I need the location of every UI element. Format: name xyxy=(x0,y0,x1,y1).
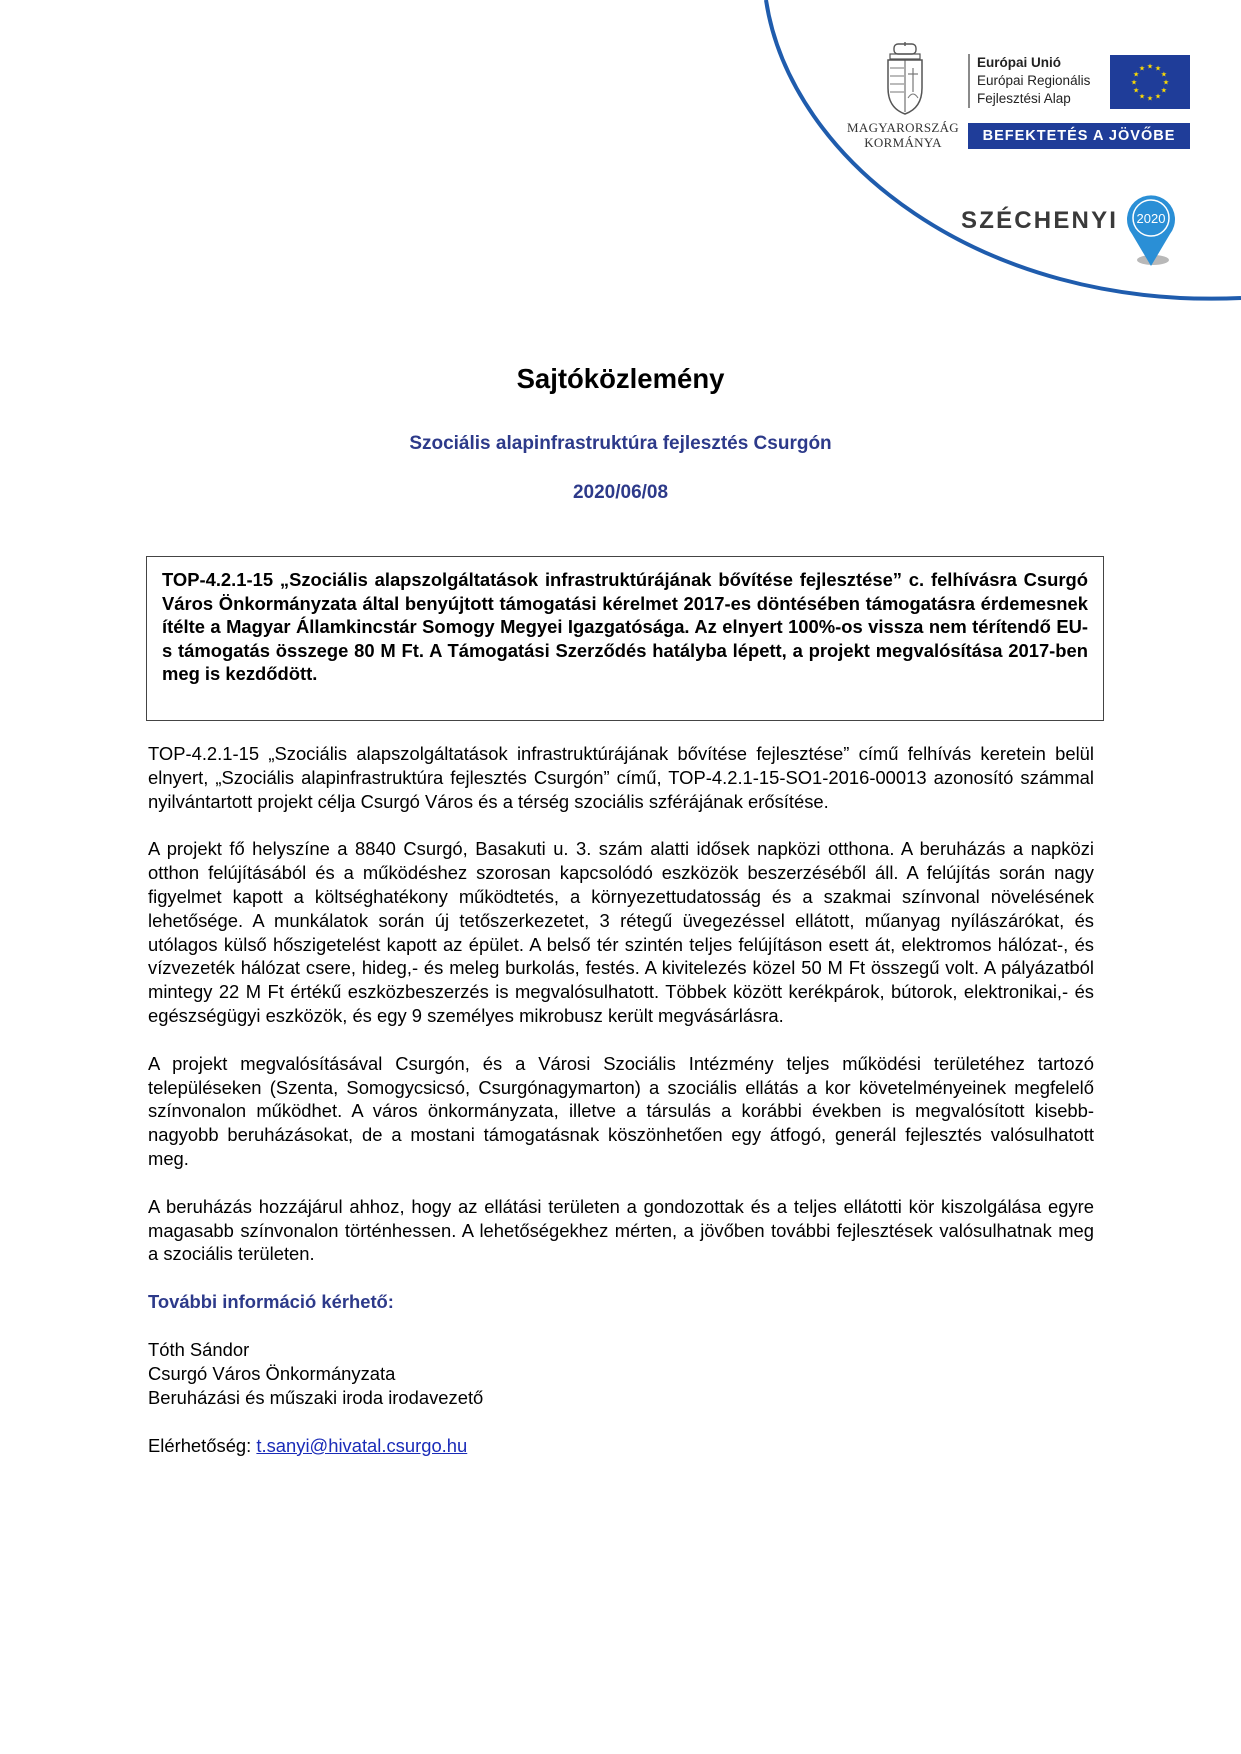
release-date: 2020/06/08 xyxy=(572,482,669,503)
eu-star-icon: ★ xyxy=(1132,86,1140,95)
investment-banner: BEFEKTETÉS A JÖVŐBE xyxy=(968,123,1190,149)
eu-star-icon: ★ xyxy=(1138,64,1146,73)
contact-name: Tóth Sándor xyxy=(148,1338,250,1360)
eu-star-icon: ★ xyxy=(1154,92,1162,101)
paragraph-3: A projekt megvalósításával Csurgón, és a Városi Szociális Intézmény teljes működési területéhez tartozó településeken (Szenta, Somogycsicsó, Csurgónagymarton) a szociális ellátás a kor követelményeinek megfelelő színvonalon működhet. A város önkormányzata, illetve a társulás a korábbi években is megvalósított kisebb-nagyobb beruházásokat, de a mostani támogatásnak köszönhetően egy átfogó, generál fejlesztés valósulhatott meg. xyxy=(148,1052,1094,1169)
page-subtitle: Szociális alapinfrastruktúra fejlesztés Csurgón xyxy=(409,433,832,454)
szechenyi-year: 2020 xyxy=(1136,211,1166,226)
eu-star-icon: ★ xyxy=(1132,70,1140,79)
info-heading: További információ kérhető: xyxy=(148,1291,394,1313)
summary-box: TOP-4.2.1-15 „Szociális alapszolgáltatások infrastruktúrájának bővítése fejlesztése” c. felhívásra Csurgó Város Önkormányzata által benyújtott támogatási kérelmet 2017-es döntésében támogatásra érdemesnek ítélte a Magyar Államkincstár Somogy Megyei Igazgatósága. Az elnyert 100%-os vissza nem térítendő EU-s támogatás összege 80 M Ft. A Támogatási Szerződés hatályba lépett, a projekt megvalósítása 2017-ben meg is kezdődött. xyxy=(146,556,1104,721)
gov-line-2: KORMÁNYA xyxy=(864,135,942,150)
eu-fund-line-2: Fejlesztési Alap xyxy=(977,91,1071,106)
eu-star-icon: ★ xyxy=(1160,70,1168,79)
eu-star-icon: ★ xyxy=(1162,78,1170,87)
szechenyi-logo-text: SZÉCHENYI xyxy=(961,207,1119,234)
contact-email-link[interactable]: t.sanyi@hivatal.csurgo.hu xyxy=(256,1434,468,1456)
eu-star-icon: ★ xyxy=(1160,86,1168,95)
contact-email-label: Elérhetőség: xyxy=(148,1434,252,1456)
paragraph-4: A beruházás hozzájárul ahhoz, hogy az ellátási területen a gondozottak és a teljes ellátotti kör kiszolgálása egyre magasabb színvonalon történhessen. A lehetőségekhez mérten, a jövőben további fejlesztések valósulhatnak meg a szociális területen. xyxy=(148,1195,1094,1265)
body-text xyxy=(148,742,1094,1458)
eu-star-icon: ★ xyxy=(1146,94,1154,103)
page-title: Sajtóközlemény xyxy=(516,363,725,394)
eu-star-icon: ★ xyxy=(1146,62,1154,71)
eu-title: Európai Unió xyxy=(977,55,1061,70)
eu-logo-text xyxy=(968,54,1090,108)
contact-role: Beruházási és műszaki iroda irodavezető xyxy=(148,1386,484,1408)
government-logo-text xyxy=(838,120,968,150)
szechenyi-2020-pin-icon xyxy=(1122,192,1180,268)
decorative-arc xyxy=(0,0,1241,320)
eu-star-icon: ★ xyxy=(1130,78,1138,87)
eu-star-icon: ★ xyxy=(1154,64,1162,73)
eu-star-icon: ★ xyxy=(1138,92,1146,101)
eu-fund-line-1: Európai Regionális xyxy=(977,73,1091,88)
contact-block xyxy=(148,1338,1094,1458)
gov-line-1: MAGYARORSZÁG xyxy=(847,120,959,135)
hungarian-coat-of-arms-icon xyxy=(880,42,930,116)
contact-organization: Csurgó Város Önkormányzata xyxy=(148,1362,396,1384)
paragraph-2: A projekt fő helyszíne a 8840 Csurgó, Basakuti u. 3. szám alatti idősek napközi otthona. A beruházás a napközi otthon felújításából és a működéshez szorosan kapcsolódó eszközök beszerzéséből áll. A felújítás során nagy figyelmet kapott a költséghatékony működtetés, a környezettudatosság és a szakmai színvonal növelésének lehetősége. A munkálatok során új tetőszerkezetet, 3 rétegű üvegezéssel ellátott, műanyag nyílászárókat, és utólagos külső hőszigetelést kapott az épület. A belső tér szintén teljes felújításon esett át, elektromos hálózat-, és vízvezeték hálózat csere, hideg,- és meleg burkolás, festés. A kivitelezés közel 50 M Ft összegű volt. A pályázatból mintegy 22 M Ft értékű eszközbeszerzés is megvalósulhatott. Többek között kerékpárok, bútorok, elektronikai,- és egészségügyi eszközök, és egy 9 személyes mikrobusz került megvásárlásra. xyxy=(148,838,1094,1026)
eu-flag-icon xyxy=(1110,55,1190,109)
paragraph-1: TOP-4.2.1-15 „Szociális alapszolgáltatások infrastruktúrájának bővítése fejlesztése” című felhívás keretein belül elnyert, „Szociális alapinfrastruktúra fejlesztés Csurgón” című, TOP-4.2.1-15-SO1-2016-00013 azonosító számmal nyilvántartott projekt célja Csurgó Város és a térség szociális szférájának erősítése. xyxy=(148,743,1094,812)
contact-email-line xyxy=(148,1434,1094,1458)
